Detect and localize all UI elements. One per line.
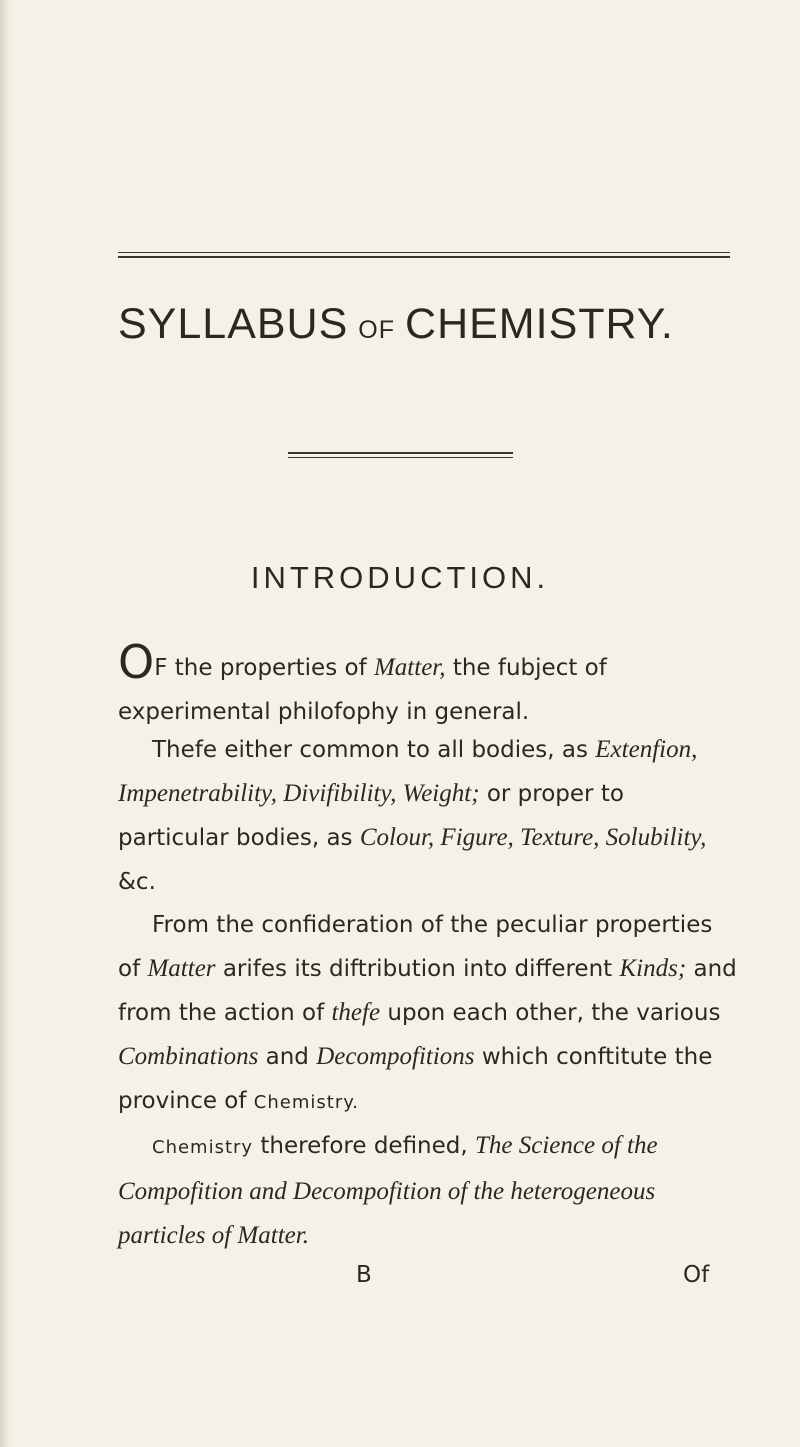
paragraph-3: From the confideration of the peculiar properties of Matter arifes its diftribution into different Kinds; and from the action of thefe upon each other, the various Combinations and Decompofitions which conftitute the province of Chemistry. [118, 912, 737, 1114]
title-chemistry: CHEMISTRY. [405, 300, 674, 348]
page-gutter-shadow [0, 0, 10, 1447]
paragraph-2: Thefe either common to all bodies, as Extenfion, Impenetrability, Divifibility, Weight; or proper to particular bodies, as Colour, Figure, Texture, Solubility, &c. [118, 736, 707, 895]
title-double-rule [288, 452, 513, 461]
title-of: OF [358, 316, 396, 344]
paragraph-4-definition: Chemistry therefore defined, The Science of the Compofition and Decompofition of the heterogeneous particles of Matter. [118, 1132, 658, 1249]
section-heading: INTRODUCTION. [250, 560, 550, 595]
page-title [118, 300, 738, 349]
signature-mark: B [356, 1262, 372, 1288]
paragraph-1: OF the properties of Matter, the fubject of experimental philofophy in general. [118, 635, 607, 725]
catchword: Of [683, 1262, 710, 1288]
top-double-rule [118, 252, 730, 261]
title-syllabus: SYLLABUS [118, 300, 349, 348]
drop-cap: O [118, 635, 155, 689]
